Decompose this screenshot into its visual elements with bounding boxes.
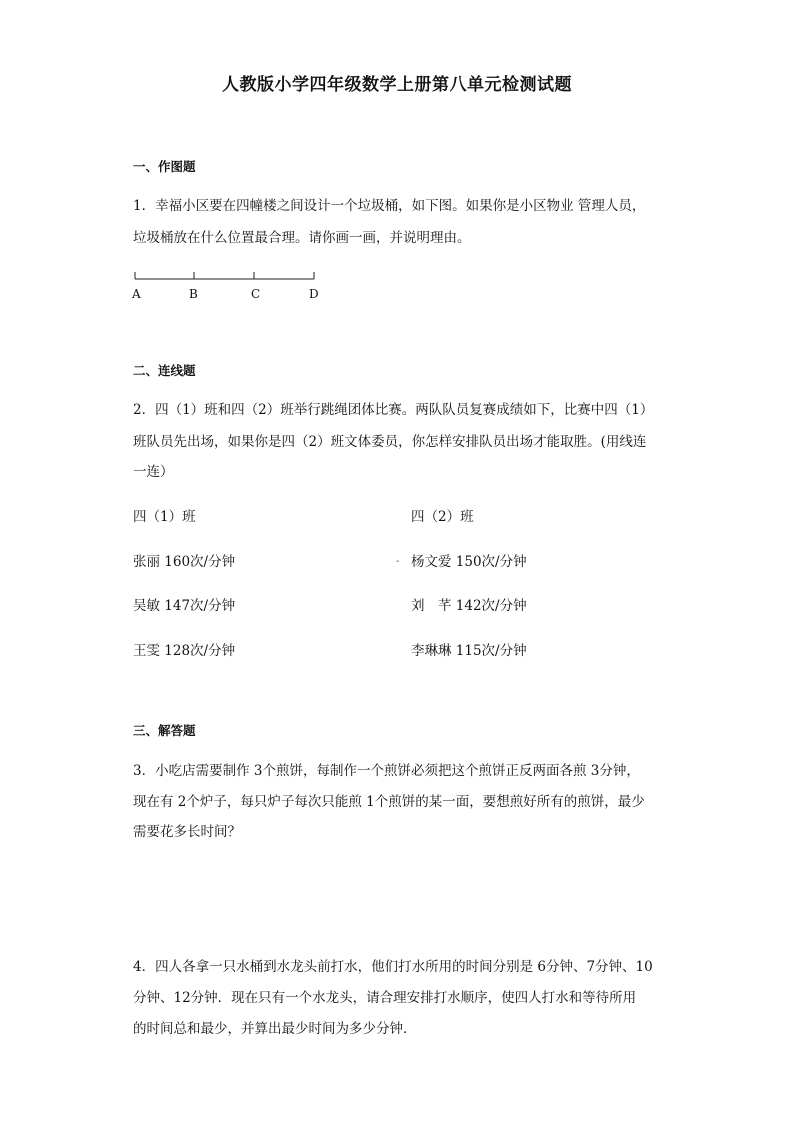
q4-text-line1: 4．四人各拿一只水桶到水龙头前打水，他们打水所用的时间分别是 6分钟、7分钟、10	[133, 959, 653, 975]
q1-text-line1: 1．幸福小区要在四幢楼之间设计一个垃圾桶，如下图。如果你是小区物业 管理人员，	[133, 198, 646, 214]
point-label-b: B	[189, 287, 198, 301]
page-title: 人教版小学四年级数学上册第八单元检测试题	[222, 75, 572, 95]
section-heading-matching: 二、连线题	[133, 363, 196, 378]
q4-text-line2: 分钟、12分钟．现在只有一个水龙头，请合理安排打水顺序，使四人打水和等待所用	[133, 990, 637, 1006]
left-team-member: 张丽 160次/分钟	[133, 554, 236, 570]
q2-text-line2: 班队员先出场，如果你是四（2）班文体委员，你怎样安排队员出场才能取胜。(用线连	[133, 434, 647, 450]
section-heading-problems: 三、解答题	[133, 723, 196, 738]
point-label-d: D	[309, 287, 319, 301]
number-line-diagram	[128, 268, 328, 288]
q2-text-line3: 一连）	[133, 464, 174, 480]
left-team-member: 吴敏 147次/分钟	[133, 598, 236, 614]
q3-text-line2: 现在有 2个炉子，每只炉子每次只能煎 1个煎饼的某一面，要想煎好所有的煎饼，最少	[133, 794, 645, 810]
right-team-member: 李琳琳 115次/分钟	[411, 643, 527, 659]
stray-mark: -	[396, 556, 400, 567]
q1-text-line2: 垃圾桶放在什么位置最合理。请你画一画，并说明理由。	[133, 230, 471, 246]
right-team-member: 刘 芊 142次/分钟	[411, 598, 527, 614]
section-heading-drawing: 一、作图题	[133, 159, 196, 174]
q2-text-line1: 2．四（1）班和四（2）班举行跳绳团体比赛。两队队员复赛成绩如下，比赛中四（1）	[133, 402, 654, 418]
q3-text-line3: 需要花多长时间？	[133, 824, 241, 840]
q3-text-line1: 3．小吃店需要制作 3个煎饼，每制作一个煎饼必须把这个煎饼正反两面各煎 3分钟，	[133, 763, 640, 779]
point-label-c: C	[251, 287, 261, 301]
left-team-header: 四（1）班	[133, 509, 196, 525]
q4-text-line3: 的时间总和最少，并算出最少时间为多少分钟．	[133, 1021, 417, 1037]
point-label-a: A	[132, 287, 141, 301]
right-team-header: 四（2）班	[411, 509, 474, 525]
right-team-member: 杨文爱 150次/分钟	[411, 554, 527, 570]
left-team-member: 王雯 128次/分钟	[133, 643, 236, 659]
